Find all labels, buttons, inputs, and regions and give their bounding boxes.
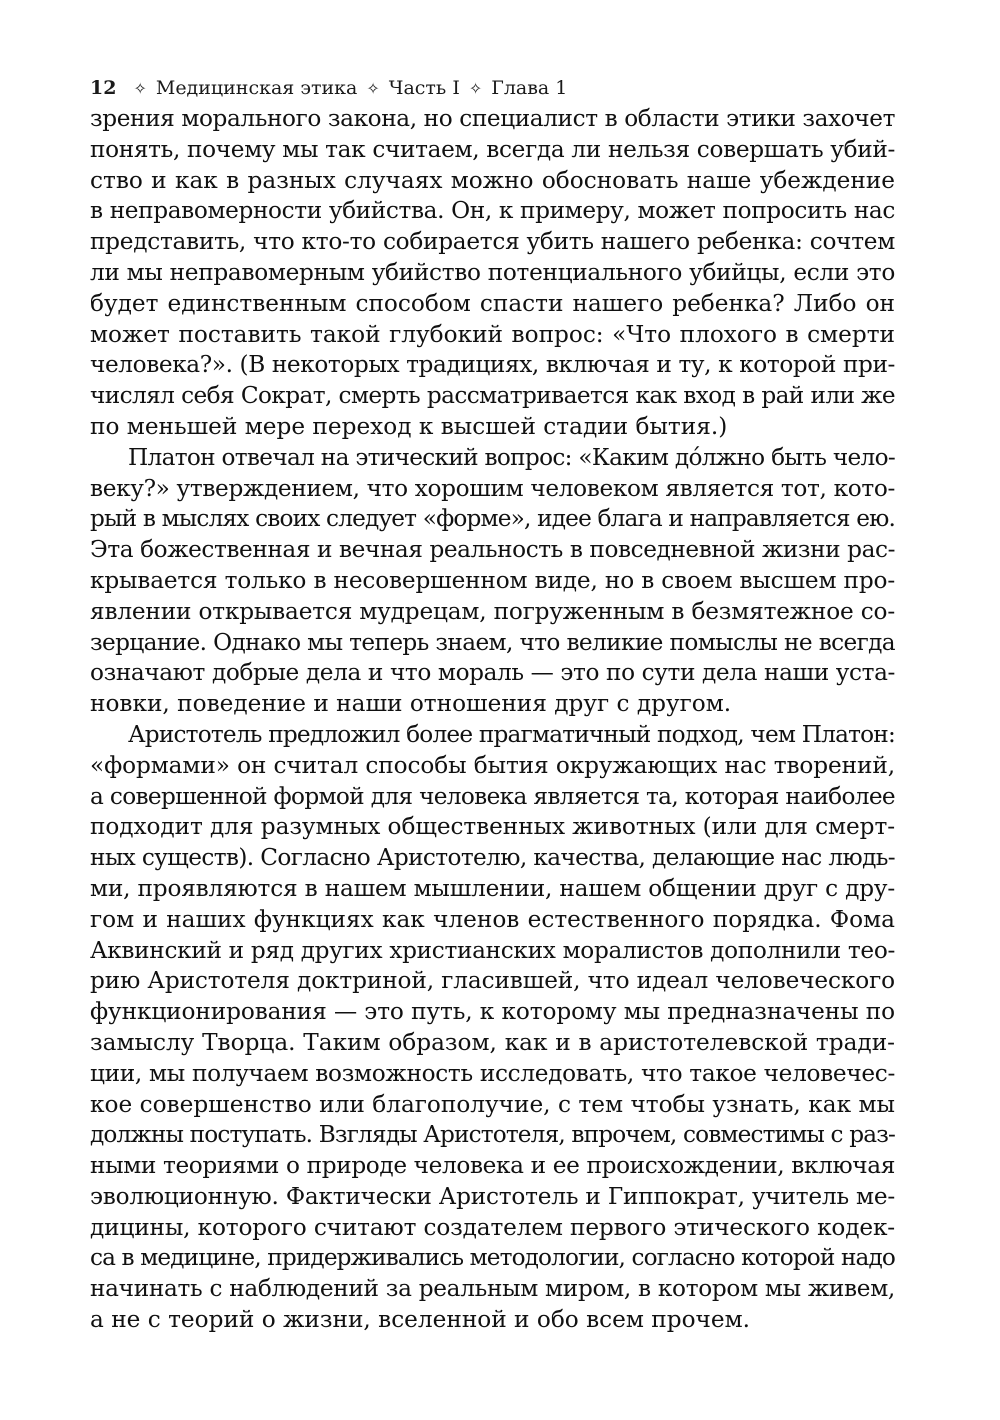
text-line: новки, поведение и наши отношения друг с другом. — [90, 690, 732, 718]
part-label: Часть I — [388, 77, 460, 99]
text-line: «формами» он считал способы бытия окружающих нас творений, — [90, 751, 895, 779]
text-line: дицины, которого считают создателем первого этического кодек- — [90, 1213, 895, 1241]
text-line: кое совершенство или благополучие, с тем чтобы узнать, как мы — [90, 1090, 895, 1118]
page-number: 12 — [90, 77, 117, 99]
text-line: понять, почему мы так считаем, всегда ли нельзя совершать убий- — [90, 135, 895, 163]
text-line: зрения морального закона, но специалист в области этики захочет — [90, 105, 895, 132]
text-line: Аквинский и ряд других христианских моралистов дополнили тео- — [90, 936, 895, 964]
text-line: будет единственным способом спасти нашего ребенка? Либо он — [90, 289, 895, 317]
text-line: Платон отвечал на этический вопрос: «Каким дóлжно быть чело- — [128, 443, 895, 471]
diamond-star-icon: ✧ — [366, 79, 380, 98]
text-line: ство и как в разных случаях можно обосновать наше убеждение — [90, 166, 895, 194]
text-line: числял себя Сократ, смерть рассматривается как вход в рай или же — [90, 382, 895, 410]
text-line: гом и наших функциях как членов естественного порядка. Фома — [90, 905, 895, 933]
text-line: зерцание. Однако мы теперь знаем, что великие помыслы не всегда — [90, 628, 895, 656]
text-line: представить, что кто-то собирается убить нашего ребенка: сочтем — [90, 228, 895, 256]
text-line: начинать с наблюдений за реальным миром, в котором мы живем, — [90, 1275, 895, 1303]
text-line: в неправомерности убийства. Он, к примеру, может попросить нас — [90, 197, 895, 225]
text-line: а совершенной формой для человека является та, которая наиболее — [90, 782, 895, 810]
text-line: замыслу Творца. Таким образом, как и в аристотелевской тради- — [90, 1028, 895, 1056]
text-line: рый в мыслях своих следует «форме», идее блага и направляется ею. — [90, 505, 895, 533]
paragraph — [90, 720, 895, 1336]
book-page — [90, 72, 895, 1336]
text-line: са в медицине, придерживались методологии, согласно которой надо — [90, 1244, 895, 1272]
text-line: рию Аристотеля доктриной, гласившей, что идеал человеческого — [90, 967, 895, 995]
text-line: а не с теорий о жизни, вселенной и обо всем прочем. — [90, 1306, 751, 1334]
running-head — [90, 72, 895, 104]
text-line: явлении открывается мудрецам, погруженным в безмятежное со- — [90, 597, 895, 625]
text-line: ли мы неправомерным убийство потенциального убийцы, если это — [90, 258, 895, 286]
text-line: функционирования — это путь, к которому мы предназначены по — [90, 998, 895, 1026]
text-line: ции, мы получаем возможность исследовать, что такое человечес- — [90, 1059, 895, 1087]
text-line: должны поступать. Взгляды Аристотеля, впрочем, совместимы с раз- — [90, 1121, 895, 1149]
body-text — [90, 104, 895, 1336]
text-line: по меньшей мере переход к высшей стадии бытия.) — [90, 412, 728, 440]
text-line: означают добрые дела и что мораль — это по сути дела наши уста- — [90, 659, 895, 687]
text-line: веку?» утверждением, что хорошим человеком является тот, кото- — [90, 474, 895, 502]
text-line: человека?». (В некоторых традициях, включая и ту, к которой при- — [90, 351, 895, 379]
text-line: Аристотель предложил более прагматичный подход, чем Платон: — [128, 720, 895, 748]
diamond-star-icon: ✧ — [133, 79, 147, 98]
text-line: ными теориями о природе человека и ее происхождении, включая — [90, 1152, 895, 1180]
text-line: подходит для разумных общественных животных (или для смерт- — [90, 813, 895, 841]
chapter-label: Глава 1 — [491, 77, 568, 99]
text-line: эволюционную. Фактически Аристотель и Гиппократ, учитель ме- — [90, 1182, 896, 1210]
text-line: ми, проявляются в нашем мышлении, нашем общении друг с дру- — [90, 874, 895, 902]
book-title: Медицинская этика — [155, 77, 358, 99]
text-line: Эта божественная и вечная реальность в повседневной жизни рас- — [90, 536, 895, 564]
text-line: ных существ). Согласно Аристотелю, качества, делающие нас людь- — [90, 844, 895, 872]
diamond-star-icon: ✧ — [468, 79, 483, 98]
paragraph — [90, 443, 895, 720]
text-line: может поставить такой глубокий вопрос: «Что плохого в смерти — [90, 320, 895, 348]
text-line: крывается только в несовершенном виде, но в своем высшем про- — [90, 566, 895, 594]
paragraph — [90, 104, 895, 443]
